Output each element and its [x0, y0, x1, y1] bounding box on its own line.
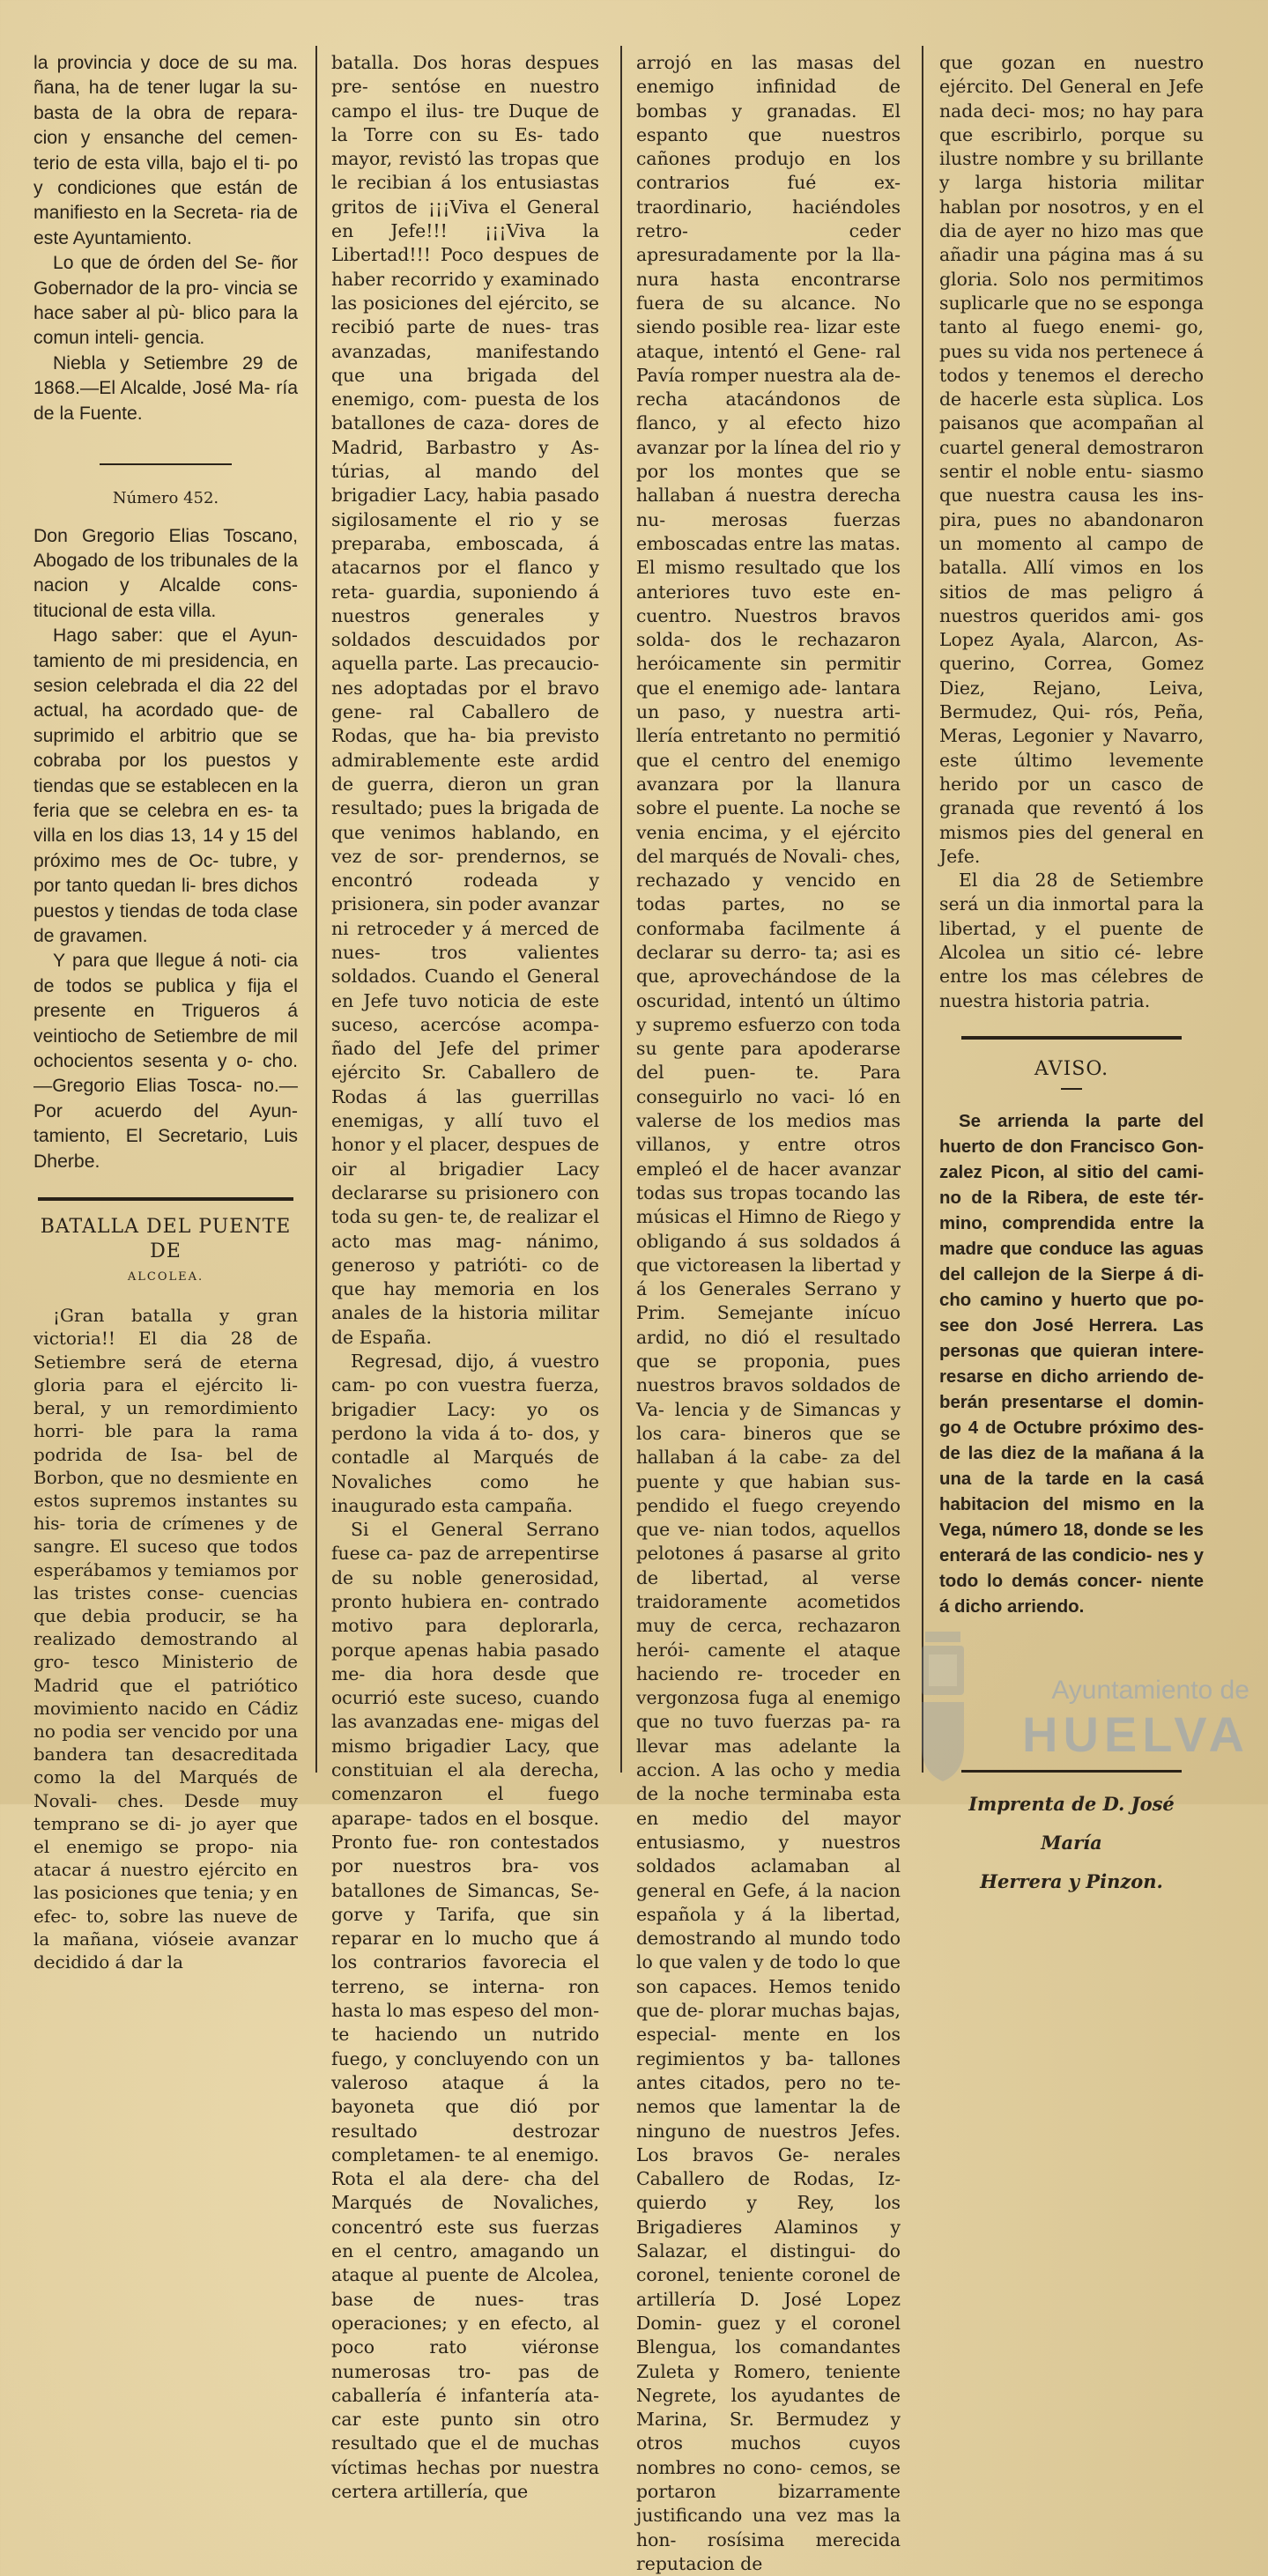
imprenta-line-1: Imprenta de D. José María [968, 1793, 1175, 1854]
batalla-subtitle: ALCOLEA. [127, 1269, 204, 1284]
paragraph-toscano: Don Gregorio Elias Toscano, Abogado de los tribunales de la nacion y Alcalde cons- titucional de esta villa. [33, 525, 298, 621]
paragraph-gozan: que gozan en nuestro ejército. Del General en Jefe nada deci- mos; no hay para que escribirlo, porque su ilustre nombre y su brillante y larga historia militar hablan por nosotros, y en el dia de ayer no hizo mas que añadir una página mas á su gloria. Solo nos permitimos suplicarle que no se esponga tanto al fuego enemi- go, pues su vida nos pertenece á todos y tenemos el derecho de hacerle esta sùplica. Los paisanos que acompañan al cuartel general demostraron sentir el noble entu- siasmo que nuestra causa les ins- pira, pues no abandonaron un momento al campo de batalla. Allí vimos en los sitios de mas peligro á nuestros queridos ami- gos Lopez Ayala, Alarcon, As- querino, Correa, Gomez Diez, Rejano, Leiva, Bermudez, Qui- rós, Peña, Meras, Legonier y Navarro, este último levemente herido por un casco de granada que reventó á los mismos pies del general en Jefe. [939, 52, 1204, 867]
column-1 [33, 51, 298, 1973]
paragraph-arrojo: arrojó en las masas del enemigo infinidad de bombas y granadas. El espanto que nuestros cañones produjo en los contrarios fué ex- traordinario, haciéndoles retro- ceder apresuradamente por la lla- nura hasta encontrarse fuera de su alcance. No siendo posible rea- lizar este ataque, intentó el Gene- ral Pavía romper nuestra ala de- recha atacándonos de flanco, y al efecto hizo avanzar por la línea del rio y por los montes que se hallaban á nuestra derecha nu- merosas fuerzas emboscadas entre las matas. El mismo resultado que los anteriores tuvo este en- cuentro. Nuestros bravos solda- dos le rechazaron heróicamente sin permitir que el enemigo ade- lantara un paso, y nuestra arti- llería entretanto no permitió que el centro del enemigo avanzara por la llanura sobre el puente. La noche se venia encima, y el ejército del marqués de Novali- ches, rechazado y vencido en todas partes, no se conformaba facilmente á declarar su derro- ta; asi es que, aprovechándose de la oscuridad, intentó un último y supremo esfuerzo con toda su gente para apoderarse del puen- te. Para conseguirlo no vaci- ló en valerse de los medios mas villanos, y entre otros empleó el de hacer avanzar todas sus tropas tocando las músicas el Himno de Riego y obligando á sus soldados á que victoreasen la libertad y á los Generales Serrano y Prim. Semejante inícuo ardid, no dió el resultado que se proponia, pues nuestros bravos soldados de Va- lencia y de Simancas y los cara- bineros que se hallaban á la cabe- za del puente y que habian sus- pendido el fuego creyendo que ve- nian todos, aquellos pelotones á pasarse al grito de libertad, al verse traidoramente acometidos muy de cerca, rechazaron herói- camente el ataque haciendo re- troceder en vergonzosa fuga al enemigo que no tuvo fuerzas pa- ra llevar mas adelante la accion. A las ocho y media de la noche terminaba esta en medio del mayor entusiasmo, y nuestros soldados aclamaban al general en Gefe, á la nacion española y á la libertad, demostrando al mundo todo lo que valen y de todo lo que son capaces. Hemos tenido que de- plorar muchas bajas, especial- mente en los regimientos y ba- tallones antes citados, pero no te- nemos que lamentar la de ninguno de nuestros Jefes. Los bravos Ge- nerales Caballero de Rodas, Iz- quierdo y Rey, los Brigadieres Alaminos y Salazar, el distingui- do coronel, teniente coronel de artillería D. José Lopez Domin- guez y el coronel Blengua, los comandantes Zuleta y Romero, teniente Negrete, los ayudantes de Marina, Sr. Bermudez y otros muchos cuyos nombres no cono- cemos, se portaron bizarramente justificando una vez mas la hon- rosísima merecida reputacion de [636, 52, 901, 2574]
watermark-line-1: Ayuntamiento de [1051, 1676, 1249, 1705]
paragraph-gran-batalla: ¡Gran batalla y gran victoria!! El dia 28 de Setiembre será de eterna gloria para el ejército li- beral, y un remordimiento horri- ble para la rama podrida de Isa- bel de Borbon, que no desmiente en estos supremos instantes su his- toria de crímenes y de sangre. El suceso que todos esperábamos y temiamos por las tristes conse- cuencias que debia producir, se ha realizado demostrando al gro- tesco Ministerio de Madrid que el patriótico movimiento nacido en Cádiz no podia ser vencido por una bandera tan desacreditada como la del Marqués de Novali- ches. Desde muy temprano se di- jo ayer que el enemigo se propo- nia atacar á nuestro ejército en las posiciones que tenia; y en efec- to, sobre las nueve de la mañana, vióseie avanzar decidido á dar la [33, 1305, 298, 1973]
numero-heading: Número 452. [112, 489, 219, 508]
coat-of-arms-icon [916, 1628, 969, 1787]
column-2 [331, 51, 599, 2504]
column-3 [636, 51, 901, 2576]
aviso-body: Se arrienda la parte del huerto de don Francisco Gon- zalez Picon, al sitio del cami- no de la Ribera, de este tér- mino, comprendida entre la madre que conduce las aguas del callejon de la Sierpe á di- cho camino y huerto que po- see don José Herrera. Las personas que quieran intere- resarse en dicho arriendo de- berán presentarse el domin- go 4 de Octubre próximo des- de las diez de la mañana á la una de la tarde en la casá habitacion del mismo en la Vega, número 18, donde se les enterará de las condicio- nes y todo lo demás concer- niente á dicho arriendo. [939, 1112, 1204, 1617]
paragraph-hago-saber: Hago saber: que el Ayun- tamiento de mi presidencia, en sesion celebrada el dia 22 del actual, ha acordado que- de suprimido el arbitrio que se cobraba por los puestos y tiendas que se establecen en la feria que se celebra en es- ta villa en los dias 13, 14 y 15 del próximo mes de Oc- tubre, y por tanto quedan li- bres dichos puestos y tiendas de toda clase de gravamen. [33, 625, 298, 946]
paragraph-subasta: la provincia y doce de su ma. ñana, ha de tener lugar la su- basta de la obra de repara- cion y ensanche del cemen- terio de esta villa, bajo el ti- po y condiciones que están de manifiesto en la Secreta- ria de este Ayuntamiento. [33, 53, 298, 248]
aviso-title: AVISO. [1034, 1057, 1109, 1080]
batalla-title: BATALLA DEL PUENTE DE [40, 1216, 292, 1263]
imprenta-line-2: Herrera y Pinzon. [980, 1870, 1163, 1893]
paragraph-serrano: Si el General Serrano fuese ca- paz de arrepentirse de su noble generosidad, pronto hubiera en- contrado motivo para deplorarla, porque apenas habia pasado me- dia hora desde que ocurrió este suceso, cuando las avanzadas ene- migas del mismo brigadier Lacy, que constituian el ala derecha, comenzaron el fuego aparape- tados en el bosque. Pronto fue- ron contestados por nuestros bra- vos batallones de Simancas, Se- gorve y Tarifa, que sin reparar en lo mucho que á los contrarios favorecia el terreno, se interna- ron hasta lo mas espeso del mon- te haciendo un nutrido fuego, y concluyendo con un valeroso ataque á la bayoneta que dió por resultado destrozar completamen- te al enemigo. Rota el ala dere- cha del Marqués de Novaliches, concentró este sus fuerzas en el centro, amagando un ataque al puente de Alcolea, base de nues- tras operaciones; y en efecto, al poco rato viéronse numerosas tro- pas de caballería é infantería ata- car este punto sin otro resultado que el de muchas víctimas hechas por nuestra certera artillería, que [331, 1519, 599, 2502]
watermark-line-2: HUELVA [1022, 1706, 1249, 1762]
paragraph-publica: Y para que llegue á noti- cia de todos se publica y fija el presente en Trigueros á veintiocho de Setiembre de mil ochocientos sesenta y o- cho.—Gregorio Elias Tosca- no.—Por acuerdo del Ayun- tamiento, El Secretario, Luis Dherbe. [33, 951, 298, 1172]
paragraph-regresad: Regresad, dijo, á vuestro cam- po con vuestra fuerza, brigadier Lacy: yo os perdono la vida á to- dos, y contadle al Marqués de Novaliches como he inaugurado esta campaña. [331, 1351, 599, 1516]
watermark [1022, 1676, 1249, 1763]
column-rule-3 [922, 46, 923, 1773]
paragraph-firma-niebla: Niebla y Setiembre 29 de 1868.—El Alcalde, José Ma- ría de la Fuente. [33, 352, 298, 424]
paragraph-batalla-cont: batalla. Dos horas despues pre- sentóse en nuestro campo el ilus- tre Duque de la Torre con su Es- tado mayor, revistó las tropas que le recibian á los entusiastas gritos de ¡¡¡Viva el General en Jefe!!! ¡¡¡Viva la Libertad!!! Poco despues de haber recorrido y examinado las posiciones del ejército, se recibió parte de nues- tras avanzadas, manifestando que una brigada del enemigo, com- puesta de los batallones de caza- dores de Madrid, Barbastro y As- túrias, al mando del brigadier Lacy, habia pasado sigilosamente el rio y se preparaba, emboscada, á atacarnos por el flanco y reta- guardia, suponiendo á nuestros generales y soldados descuidados por aquella parte. Las precaucio- nes adoptadas por el bravo gene- ral Caballero de Rodas, que ha- bia previsto admirablemente este ardid de guerra, dieron un gran resultado; pues la brigada de que venimos hablando, en vez de sor- prendernos, se encontró rodeada y prisionera, sin poder avanzar ni retroceder y á merced de nues- tros valientes soldados. Cuando el General en Jefe tuvo noticia de este suceso, acercóse acompa- ñado del Jefe del primer ejército Sr. Caballero de Rodas á las guerrillas enemigas, y allí tuvo el honor y el placer, despues de oir al brigadier Lacy declararse su prisionero con toda su gen- te, de realizar el acto mas mag- nánimo, generoso y patrióti- co de que hay memoria en los anales de la historia militar de España. [331, 52, 599, 1348]
column-4 [939, 51, 1204, 1901]
column-rule-1 [315, 46, 317, 1773]
column-rule-2 [620, 46, 622, 1773]
paragraph-orden: Lo que de órden del Se- ñor Gobernador de la pro- vincia se hace saber al pù- blico para la comun inteli- gencia. [33, 253, 298, 349]
paragraph-dia-inmortal: El dia 28 de Setiembre será un dia inmortal para la libertad, y el puente de Alcolea un sitio cé- lebre entre los mas célebres de nuestra historia patria. [939, 870, 1204, 1011]
